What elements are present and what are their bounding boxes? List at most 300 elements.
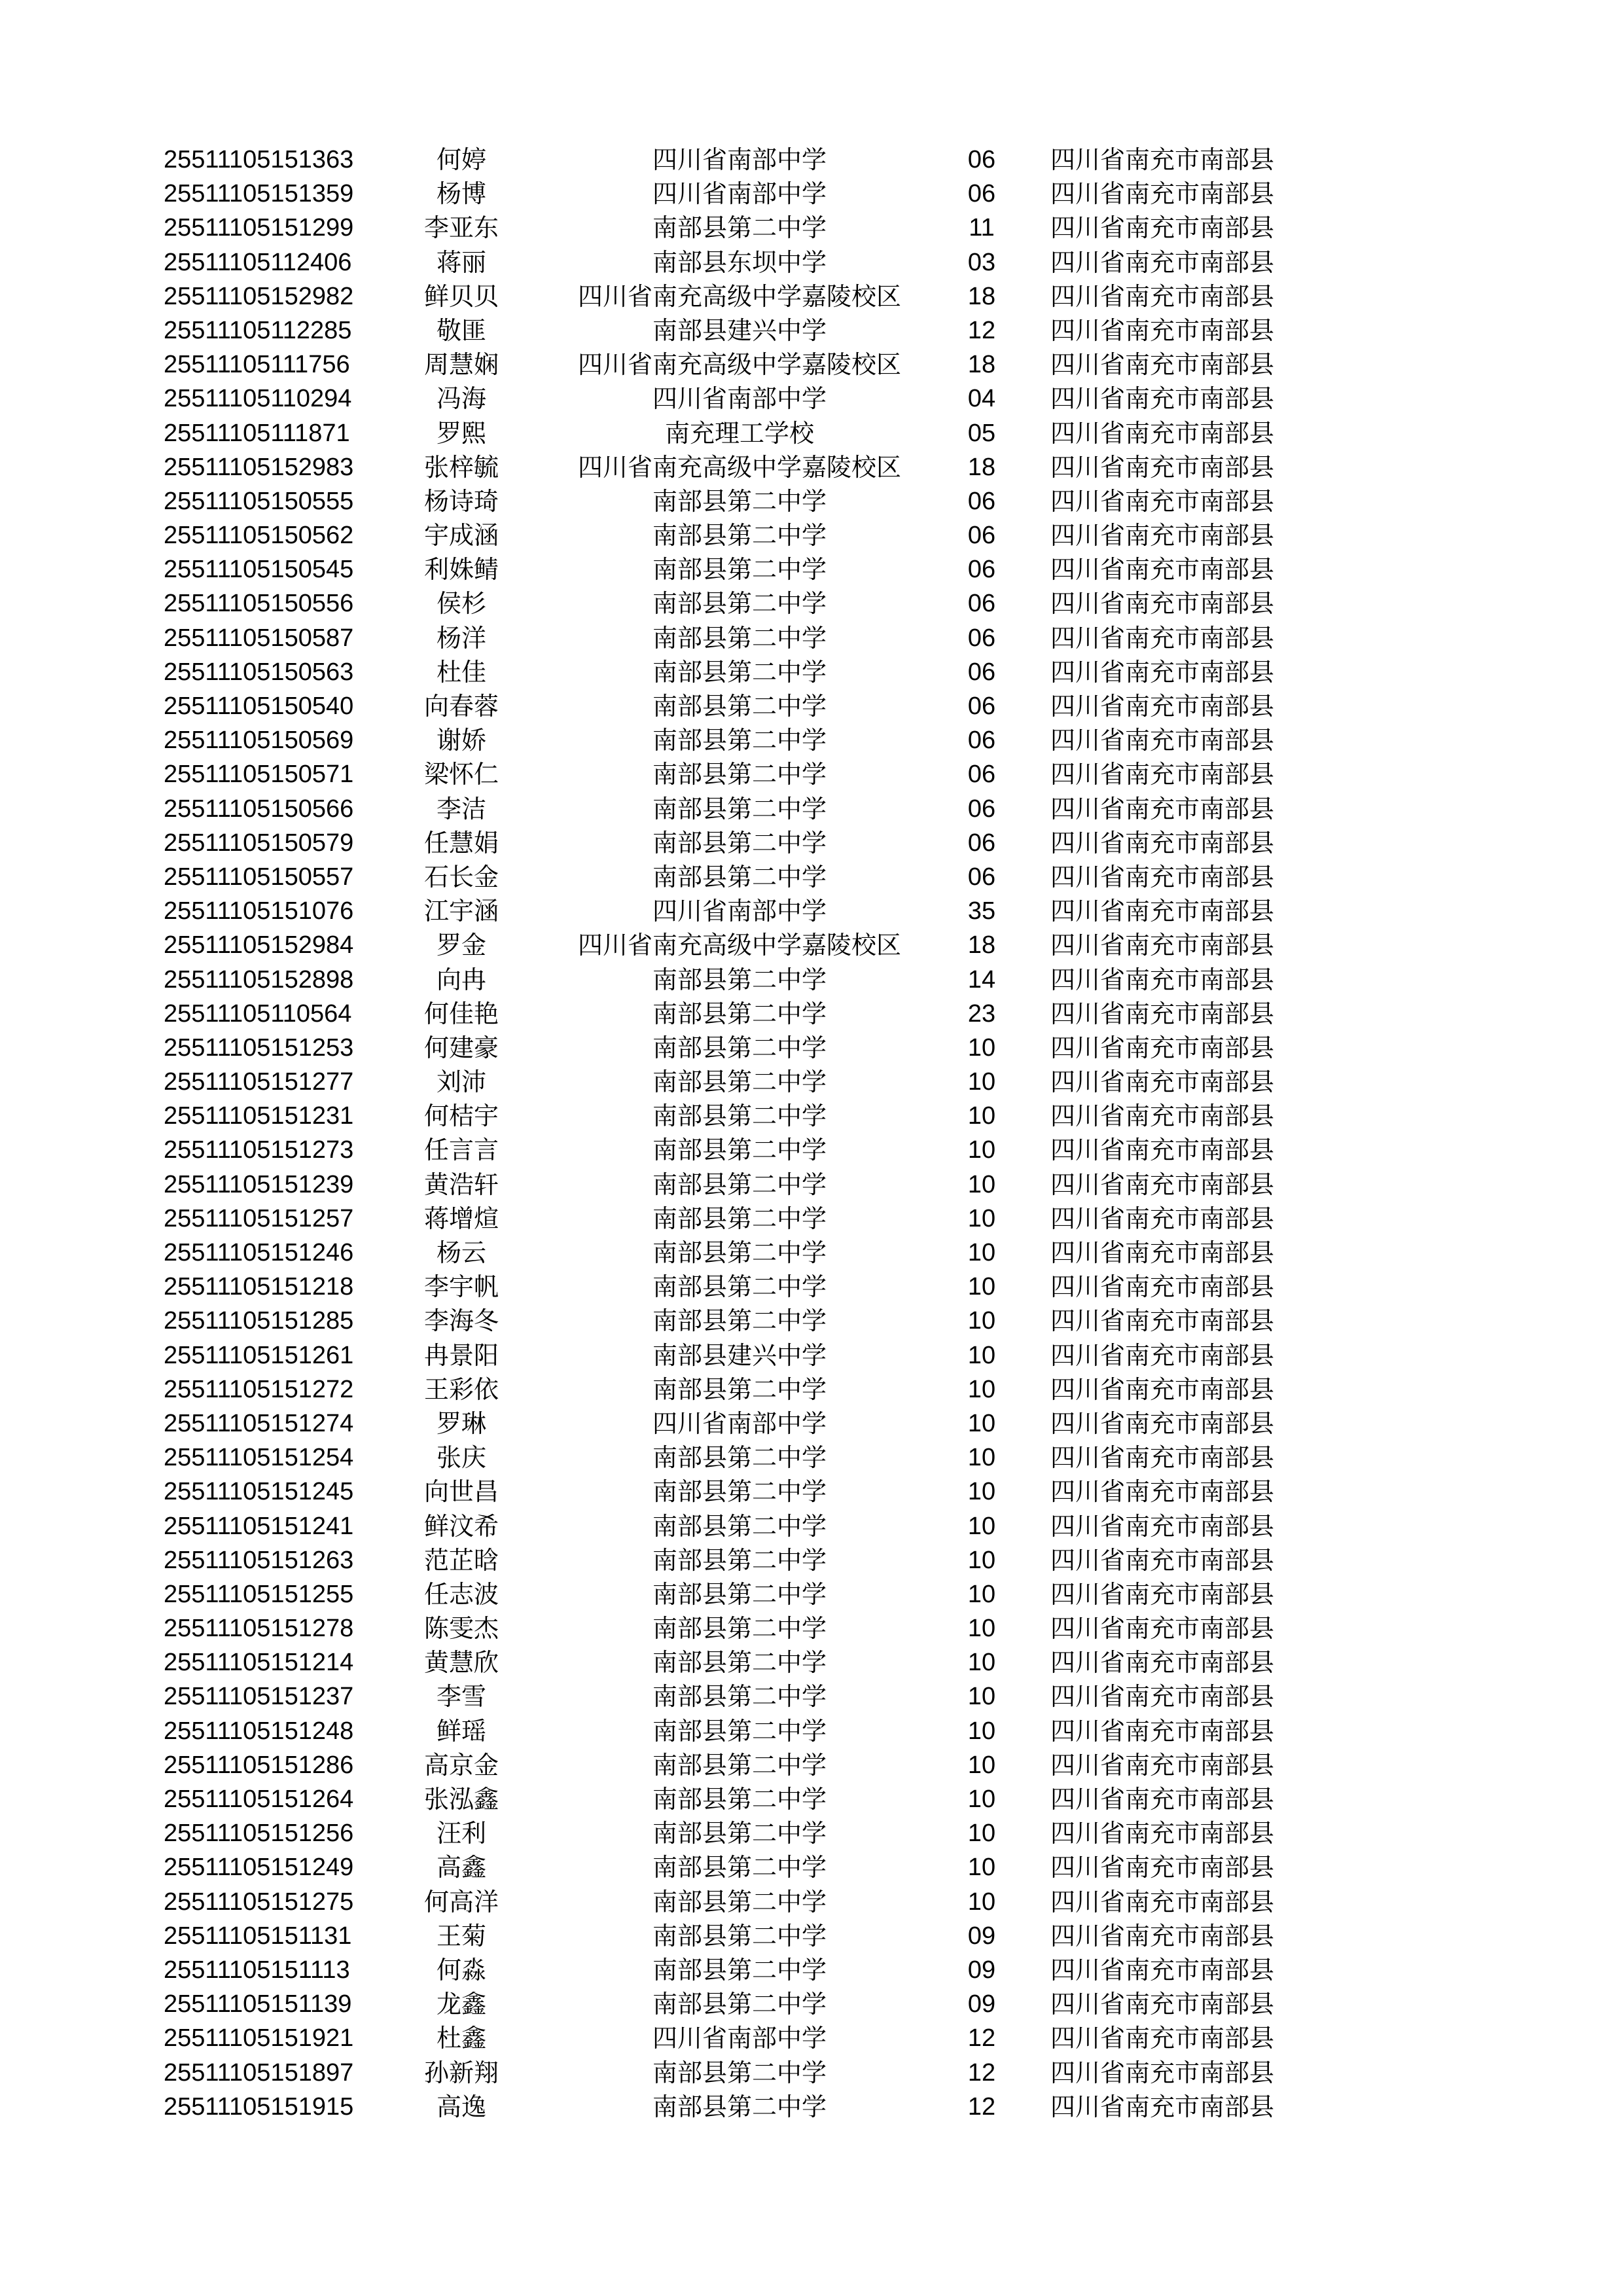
school-cell: 南部县第二中学 (652, 623, 827, 653)
table-row (0, 484, 1623, 518)
category-code-cell: 03 (967, 248, 996, 276)
exam-number-cell: 25511105150557 (164, 863, 354, 891)
school-cell: 四川省南部中学 (652, 897, 827, 926)
exam-number-cell: 25511105111756 (164, 351, 350, 379)
student-name-cell: 张庆 (436, 1443, 486, 1473)
category-code-cell: 10 (967, 1580, 996, 1608)
student-name-cell: 冉景阳 (423, 1340, 499, 1370)
school-cell: 南部县第二中学 (652, 521, 827, 550)
exam-number-cell: 25511105151248 (164, 1717, 354, 1745)
category-code-cell: 10 (967, 1820, 996, 1848)
category-code-cell: 10 (967, 1444, 996, 1472)
region-cell: 四川省南充市南部县 (1050, 794, 1275, 823)
student-name-cell: 侯杉 (436, 589, 486, 619)
category-code-cell: 10 (967, 1273, 996, 1301)
student-name-cell: 何佳艳 (423, 999, 499, 1028)
student-name-cell: 任言言 (423, 1136, 499, 1165)
region-cell: 四川省南充市南部县 (1050, 1887, 1275, 1916)
school-cell: 南部县第二中学 (652, 1716, 827, 1746)
exam-number-cell: 25511105150562 (164, 522, 354, 550)
student-name-cell: 高鑫 (436, 1853, 486, 1882)
student-name-cell: 张泓鑫 (423, 1785, 499, 1814)
school-cell: 四川省南部中学 (652, 145, 827, 174)
school-cell: 南充理工学校 (664, 418, 814, 448)
exam-number-cell: 25511105151274 (164, 1409, 354, 1437)
exam-number-cell: 25511105111871 (164, 419, 350, 447)
student-name-cell: 杜佳 (436, 657, 486, 687)
table-row (0, 655, 1623, 689)
region-cell: 四川省南充市南部县 (1050, 1204, 1275, 1233)
region-cell: 四川省南充市南部县 (1050, 1716, 1275, 1746)
student-name-cell: 罗金 (436, 931, 486, 960)
student-name-cell: 向冉 (436, 965, 486, 994)
table-row (0, 621, 1623, 655)
category-code-cell: 10 (967, 1546, 996, 1574)
school-cell: 南部县第二中学 (652, 1955, 827, 1984)
exam-number-cell: 25511105151263 (164, 1546, 354, 1574)
exam-number-cell: 25511105151246 (164, 1239, 354, 1266)
exam-number-cell: 25511105151255 (164, 1580, 354, 1608)
school-cell: 南部县第二中学 (652, 1682, 827, 1712)
exam-number-cell: 25511105151261 (164, 1341, 354, 1369)
exam-number-cell: 25511105151915 (164, 2092, 354, 2121)
student-name-cell: 江宇涵 (423, 897, 499, 926)
school-cell: 四川省南充高级中学嘉陵校区 (577, 281, 901, 311)
student-name-cell: 李海冬 (423, 1306, 499, 1336)
table-row (0, 143, 1623, 177)
region-cell: 四川省南充市南部县 (1050, 384, 1275, 414)
category-code-cell: 04 (967, 385, 996, 413)
table-row (0, 1099, 1623, 1133)
school-cell: 南部县第二中学 (652, 1614, 827, 1643)
student-name-cell: 敬匪 (436, 315, 486, 345)
table-row (0, 450, 1623, 484)
school-cell: 南部县第二中学 (652, 1853, 827, 1882)
school-cell: 四川省南部中学 (652, 179, 827, 209)
school-cell: 南部县第二中学 (652, 1374, 827, 1404)
region-cell: 四川省南充市南部县 (1050, 1443, 1275, 1473)
table-row (0, 416, 1623, 450)
category-code-cell: 06 (967, 487, 996, 515)
table-row (0, 1782, 1623, 1816)
region-cell: 四川省南充市南部县 (1050, 1477, 1275, 1507)
student-name-cell: 高京金 (423, 1750, 499, 1780)
student-name-cell: 孙新翔 (423, 2058, 499, 2087)
table-row (0, 1679, 1623, 1713)
exam-number-cell: 25511105151237 (164, 1683, 354, 1711)
region-cell: 四川省南充市南部县 (1050, 1067, 1275, 1097)
exam-number-cell: 25511105151278 (164, 1615, 354, 1643)
region-cell: 四川省南充市南部县 (1050, 897, 1275, 926)
student-name-cell: 向春蓉 (423, 692, 499, 721)
student-name-cell: 杨云 (436, 1238, 486, 1267)
student-name-cell: 鲜贝贝 (423, 281, 499, 311)
exam-number-cell: 25511105150571 (164, 761, 354, 789)
school-cell: 南部县第二中学 (652, 999, 827, 1028)
student-name-cell: 石长金 (423, 862, 499, 891)
school-cell: 南部县第二中学 (652, 1170, 827, 1199)
exam-number-cell: 25511105152983 (164, 453, 354, 481)
exam-number-cell: 25511105151897 (164, 2058, 354, 2087)
school-cell: 南部县第二中学 (652, 486, 827, 516)
region-cell: 四川省南充市南部县 (1050, 1579, 1275, 1609)
student-name-cell: 汪利 (436, 1819, 486, 1848)
region-cell: 四川省南充市南部县 (1050, 350, 1275, 380)
student-name-cell: 罗熙 (436, 418, 486, 448)
category-code-cell: 10 (967, 1102, 996, 1130)
category-code-cell: 10 (967, 1854, 996, 1882)
region-cell: 四川省南充市南部县 (1050, 623, 1275, 653)
table-row (0, 1031, 1623, 1065)
table-row (0, 792, 1623, 826)
school-cell: 南部县东坝中学 (652, 247, 827, 277)
exam-number-cell: 25511105151214 (164, 1649, 354, 1677)
exam-number-cell: 25511105151256 (164, 1820, 354, 1848)
student-name-cell: 周慧娴 (423, 350, 499, 380)
region-cell: 四川省南充市南部县 (1050, 862, 1275, 891)
category-code-cell: 06 (967, 863, 996, 891)
student-name-cell: 何淼 (436, 1955, 486, 1984)
category-code-cell: 06 (967, 146, 996, 173)
table-row (0, 1372, 1623, 1407)
school-cell: 南部县第二中学 (652, 692, 827, 721)
student-name-cell: 宇成涵 (423, 521, 499, 550)
region-cell: 四川省南充市南部县 (1050, 1750, 1275, 1780)
student-name-cell: 王彩依 (423, 1374, 499, 1404)
exam-number-cell: 25511105151076 (164, 897, 354, 925)
school-cell: 南部县第二中学 (652, 1511, 827, 1541)
student-name-cell: 谢娇 (436, 726, 486, 755)
region-cell: 四川省南充市南部县 (1050, 1682, 1275, 1712)
student-name-cell: 向世昌 (423, 1477, 499, 1507)
category-code-cell: 06 (967, 761, 996, 789)
category-code-cell: 06 (967, 692, 996, 720)
region-cell: 四川省南充市南部县 (1050, 1408, 1275, 1438)
exam-number-cell: 25511105151299 (164, 214, 354, 242)
category-code-cell: 05 (967, 419, 996, 447)
table-row (0, 211, 1623, 245)
exam-number-cell: 25511105151239 (164, 1170, 354, 1198)
exam-number-cell: 25511105151113 (164, 1956, 350, 1984)
student-name-cell: 鲜瑶 (436, 1716, 486, 1746)
school-cell: 南部县第二中学 (652, 2058, 827, 2087)
region-cell: 四川省南充市南部县 (1050, 1136, 1275, 1165)
category-code-cell: 06 (967, 795, 996, 823)
region-cell: 四川省南充市南部县 (1050, 965, 1275, 994)
exam-number-cell: 25511105150563 (164, 658, 354, 686)
category-code-cell: 14 (967, 965, 996, 994)
student-name-cell: 利姝鲭 (423, 555, 499, 584)
table-row (0, 1885, 1623, 1919)
category-code-cell: 18 (967, 453, 996, 481)
region-cell: 四川省南充市南部县 (1050, 2058, 1275, 2087)
region-cell: 四川省南充市南部县 (1050, 999, 1275, 1028)
school-cell: 南部县第二中学 (652, 726, 827, 755)
student-name-cell: 蒋增煊 (423, 1204, 499, 1233)
region-cell: 四川省南充市南部县 (1050, 418, 1275, 448)
table-row (0, 1645, 1623, 1679)
student-name-cell: 李洁 (436, 794, 486, 823)
exam-number-cell: 25511105151241 (164, 1512, 354, 1540)
school-cell: 南部县第二中学 (652, 828, 827, 857)
table-row (0, 723, 1623, 757)
region-cell: 四川省南充市南部县 (1050, 179, 1275, 209)
school-cell: 南部县第二中学 (652, 1819, 827, 1848)
student-name-cell: 刘沛 (436, 1067, 486, 1097)
school-cell: 南部县第二中学 (652, 1990, 827, 2019)
exam-number-cell: 25511105151254 (164, 1444, 354, 1472)
school-cell: 南部县建兴中学 (652, 315, 827, 345)
table-row (0, 1748, 1623, 1782)
category-code-cell: 09 (967, 1990, 996, 2018)
table-row (0, 1338, 1623, 1372)
category-code-cell: 06 (967, 522, 996, 550)
region-cell: 四川省南充市南部县 (1050, 692, 1275, 721)
school-cell: 四川省南部中学 (652, 1408, 827, 1438)
table-row (0, 177, 1623, 211)
student-name-cell: 罗琳 (436, 1408, 486, 1438)
table-row (0, 314, 1623, 348)
category-code-cell: 12 (967, 2024, 996, 2053)
table-row (0, 997, 1623, 1031)
table-row (0, 1202, 1623, 1236)
school-cell: 南部县第二中学 (652, 1477, 827, 1507)
region-cell: 四川省南充市南部县 (1050, 555, 1275, 584)
region-cell: 四川省南充市南部县 (1050, 931, 1275, 960)
category-code-cell: 12 (967, 2092, 996, 2121)
table-row (0, 586, 1623, 620)
table-row (0, 552, 1623, 586)
table-row (0, 1133, 1623, 1167)
school-cell: 南部县第二中学 (652, 1887, 827, 1916)
table-row (0, 1509, 1623, 1543)
student-name-cell: 何高洋 (423, 1887, 499, 1916)
school-cell: 南部县第二中学 (652, 1750, 827, 1780)
exam-number-cell: 25511105151218 (164, 1273, 354, 1301)
category-code-cell: 09 (967, 1922, 996, 1950)
student-name-cell: 杜鑫 (436, 2024, 486, 2053)
region-cell: 四川省南充市南部县 (1050, 521, 1275, 550)
region-cell: 四川省南充市南部县 (1050, 657, 1275, 687)
school-cell: 南部县第二中学 (652, 589, 827, 619)
category-code-cell: 06 (967, 726, 996, 755)
school-cell: 四川省南充高级中学嘉陵校区 (577, 452, 901, 482)
school-cell: 南部县第二中学 (652, 1306, 827, 1336)
exam-number-cell: 25511105151249 (164, 1854, 354, 1882)
category-code-cell: 06 (967, 829, 996, 857)
category-code-cell: 18 (967, 282, 996, 310)
category-code-cell: 10 (967, 1341, 996, 1369)
category-code-cell: 10 (967, 1615, 996, 1643)
category-code-cell: 10 (967, 1717, 996, 1745)
table-row (0, 1611, 1623, 1645)
exam-number-cell: 25511105151139 (164, 1990, 352, 2018)
student-name-cell: 何建豪 (423, 1033, 499, 1062)
exam-number-cell: 25511105150587 (164, 624, 354, 652)
category-code-cell: 10 (967, 1068, 996, 1096)
table-row (0, 2090, 1623, 2124)
category-code-cell: 06 (967, 180, 996, 208)
student-name-cell: 任慧娟 (423, 828, 499, 857)
school-cell: 南部县第二中学 (652, 2092, 827, 2121)
school-cell: 南部县第二中学 (652, 1272, 827, 1302)
table-row (0, 1714, 1623, 1748)
school-cell: 四川省南充高级中学嘉陵校区 (577, 931, 901, 960)
student-name-cell: 李宇帆 (423, 1272, 499, 1302)
table-row (0, 1850, 1623, 1884)
exam-number-cell: 25511105151245 (164, 1478, 354, 1506)
category-code-cell: 10 (967, 1409, 996, 1437)
category-code-cell: 10 (967, 1478, 996, 1506)
student-name-cell: 冯海 (436, 384, 486, 414)
exam-number-cell: 25511105152898 (164, 965, 354, 994)
region-cell: 四川省南充市南部县 (1050, 1170, 1275, 1199)
category-code-cell: 10 (967, 1170, 996, 1198)
school-cell: 南部县第二中学 (652, 1443, 827, 1473)
exam-number-cell: 25511105150545 (164, 556, 354, 584)
student-name-cell: 陈雯杰 (423, 1614, 499, 1643)
exam-number-cell: 25511105151277 (164, 1068, 354, 1096)
category-code-cell: 10 (967, 1751, 996, 1779)
exam-number-cell: 25511105151231 (164, 1102, 354, 1130)
table-row (0, 826, 1623, 860)
region-cell: 四川省南充市南部县 (1050, 452, 1275, 482)
school-cell: 四川省南部中学 (652, 384, 827, 414)
exam-number-cell: 25511105151921 (164, 2024, 354, 2053)
category-code-cell: 35 (967, 897, 996, 925)
exam-number-cell: 25511105150569 (164, 726, 354, 755)
table-row (0, 1407, 1623, 1441)
school-cell: 四川省南充高级中学嘉陵校区 (577, 350, 901, 380)
table-row (0, 1304, 1623, 1338)
table-row (0, 518, 1623, 552)
exam-number-cell: 25511105152982 (164, 282, 354, 310)
category-code-cell: 10 (967, 1683, 996, 1711)
category-code-cell: 12 (967, 2058, 996, 2087)
table-row (0, 860, 1623, 894)
exam-number-cell: 25511105151359 (164, 180, 354, 208)
region-cell: 四川省南充市南部县 (1050, 281, 1275, 311)
region-cell: 四川省南充市南部县 (1050, 1340, 1275, 1370)
student-name-cell: 黄慧欣 (423, 1648, 499, 1677)
region-cell: 四川省南充市南部县 (1050, 1614, 1275, 1643)
category-code-cell: 06 (967, 624, 996, 652)
region-cell: 四川省南充市南部县 (1050, 1819, 1275, 1848)
region-cell: 四川省南充市南部县 (1050, 760, 1275, 789)
region-cell: 四川省南充市南部县 (1050, 315, 1275, 345)
exam-number-cell: 25511105151286 (164, 1751, 354, 1779)
category-code-cell: 10 (967, 1649, 996, 1677)
region-cell: 四川省南充市南部县 (1050, 1374, 1275, 1404)
school-cell: 南部县建兴中学 (652, 1340, 827, 1370)
region-cell: 四川省南充市南部县 (1050, 247, 1275, 277)
exam-number-cell: 25511105151363 (164, 146, 354, 173)
student-name-cell: 高逸 (436, 2092, 486, 2121)
school-cell: 南部县第二中学 (652, 1033, 827, 1062)
region-cell: 四川省南充市南部县 (1050, 1955, 1275, 1984)
table-row (0, 1543, 1623, 1577)
school-cell: 南部县第二中学 (652, 862, 827, 891)
region-cell: 四川省南充市南部县 (1050, 1306, 1275, 1336)
student-name-cell: 李雪 (436, 1682, 486, 1712)
school-cell: 南部县第二中学 (652, 657, 827, 687)
student-name-cell: 梁怀仁 (423, 760, 499, 789)
exam-number-cell: 25511105112285 (164, 316, 352, 344)
exam-number-cell: 25511105150555 (164, 487, 354, 515)
student-name-cell: 张梓毓 (423, 452, 499, 482)
student-name-cell: 杨洋 (436, 623, 486, 653)
category-code-cell: 11 (969, 214, 995, 242)
table-row (0, 894, 1623, 928)
region-cell: 四川省南充市南部县 (1050, 1853, 1275, 1882)
table-row (0, 1577, 1623, 1611)
school-cell: 南部县第二中学 (652, 1648, 827, 1677)
school-cell: 南部县第二中学 (652, 555, 827, 584)
exam-number-cell: 25511105150566 (164, 795, 354, 823)
school-cell: 南部县第二中学 (652, 965, 827, 994)
table-row (0, 382, 1623, 416)
table-row (0, 1065, 1623, 1099)
exam-number-cell: 25511105151275 (164, 1888, 354, 1916)
school-cell: 南部县第二中学 (652, 1136, 827, 1165)
table-row (0, 1236, 1623, 1270)
school-cell: 南部县第二中学 (652, 1204, 827, 1233)
region-cell: 四川省南充市南部县 (1050, 589, 1275, 619)
table-row (0, 245, 1623, 279)
exam-number-cell: 25511105110564 (164, 999, 352, 1028)
region-cell: 四川省南充市南部县 (1050, 1272, 1275, 1302)
region-cell: 四川省南充市南部县 (1050, 1785, 1275, 1814)
exam-number-cell: 25511105150579 (164, 829, 354, 857)
table-row (0, 1168, 1623, 1202)
category-code-cell: 12 (967, 316, 996, 344)
student-name-cell: 龙鑫 (436, 1990, 486, 2019)
school-cell: 南部县第二中学 (652, 760, 827, 789)
category-code-cell: 18 (967, 931, 996, 960)
student-name-cell: 何婷 (436, 145, 486, 174)
category-code-cell: 09 (967, 1956, 996, 1984)
exam-number-cell: 25511105151131 (164, 1922, 352, 1950)
region-cell: 四川省南充市南部县 (1050, 1648, 1275, 1677)
exam-number-cell: 25511105112406 (164, 248, 352, 276)
region-cell: 四川省南充市南部县 (1050, 213, 1275, 243)
exam-number-cell: 25511105151253 (164, 1033, 354, 1062)
table-row (0, 928, 1623, 962)
table-row (0, 1919, 1623, 1953)
school-cell: 四川省南部中学 (652, 2024, 827, 2053)
student-name-cell: 任志波 (423, 1579, 499, 1609)
region-cell: 四川省南充市南部县 (1050, 2024, 1275, 2053)
region-cell: 四川省南充市南部县 (1050, 2092, 1275, 2121)
exam-number-cell: 25511105151264 (164, 1785, 354, 1813)
category-code-cell: 10 (967, 1888, 996, 1916)
region-cell: 四川省南充市南部县 (1050, 1511, 1275, 1541)
school-cell: 南部县第二中学 (652, 213, 827, 243)
exam-number-cell: 25511105151273 (164, 1136, 354, 1164)
table-row (0, 1270, 1623, 1304)
exam-number-cell: 25511105151257 (164, 1204, 354, 1232)
category-code-cell: 10 (967, 1204, 996, 1232)
student-name-cell: 杨博 (436, 179, 486, 209)
table-row (0, 2021, 1623, 2055)
school-cell: 南部县第二中学 (652, 1102, 827, 1131)
category-code-cell: 06 (967, 590, 996, 618)
table-row (0, 689, 1623, 723)
table-row (0, 963, 1623, 997)
table-row (0, 279, 1623, 314)
school-cell: 南部县第二中学 (652, 1579, 827, 1609)
student-name-cell: 黄浩轩 (423, 1170, 499, 1199)
